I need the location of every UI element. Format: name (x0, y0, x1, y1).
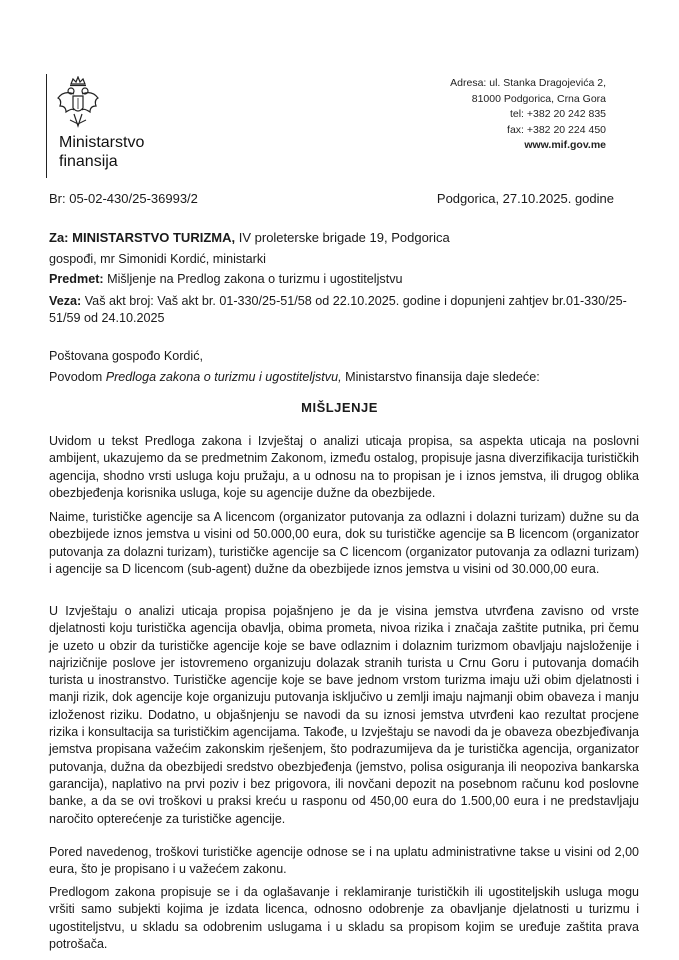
za-name: MINISTARSTVO TURIZMA, (72, 230, 236, 245)
veza-label: Veza: (49, 294, 82, 308)
reference-number: Br: 05-02-430/25-36993/2 (49, 191, 198, 206)
intro-italic: Predloga zakona o turizmu i ugostiteljstvu, (105, 370, 342, 384)
address-fax: fax: +382 20 224 450 (507, 123, 606, 136)
intro-after: Ministarstvo finansija daje sledeće: (341, 370, 540, 384)
za-address: IV proleterske brigade 19, Podgorica (238, 230, 450, 245)
paragraph-5: Predlogom zakona propisuje se i da oglašavanje i reklamiranje turističkih ili ugostiteljskih usluga mogu vršiti samo subjekti kojima je izdata licenca, odnosno odobrenje za obavljanje djelatnosti u turizmu i ugostiteljstvu, u skladu sa odobrenim uslugama i u skladu sa propisom kojim se uređuje zaštita prava potrošača. (49, 885, 639, 951)
ministry-name (59, 133, 144, 171)
veza-line-1: Vaš akt broj: Vaš akt br. 01-330/25-51/58 od 22.10.2025. godine i dopunjeni zahtjev br.01-330/25- (84, 294, 627, 308)
address-website: www.mif.gov.me (524, 139, 606, 151)
intro-before: Povodom (49, 370, 106, 384)
za-label: Za: (49, 230, 69, 245)
veza-line-2: 51/59 od 24.10.2025 (49, 311, 165, 325)
ministry-line-1: Ministarstvo (59, 134, 145, 151)
address-street: Adresa: ul. Stanka Dragojevića 2, (450, 77, 606, 89)
address-city: 81000 Podgorica, Crna Gora (471, 92, 606, 105)
header-divider (46, 74, 47, 178)
greeting: Poštovana gospođo Kordić, (49, 349, 204, 363)
recipient (49, 229, 639, 246)
intro (49, 369, 639, 386)
paragraph-4: Pored navedenog, troškovi turističke agencije odnose se i na uplatu administrativne takse u visini od 2,00 eura, što je propisano i u važećem zakonu. (49, 845, 639, 877)
veza (49, 293, 639, 327)
reference-line (49, 191, 614, 206)
address-phone: tel: +382 20 242 835 (509, 108, 606, 120)
paragraph-3: U Izvještaju o analizi uticaja propisa pojašnjeno je da je visina jemstva utvrđena zavisno od vrste djelatnosti koju turistička agencija obavlja, obima prometa, nivoa rizika i značaja zaštite putnika, pri čemu je uzeto u obzir da turističke agencije koje se bave odlaznim i dolaznim turizmom obavljaju najsloženije i najrizičnije poslove jer istovremeno organizuju dolazak stranih turista u Crnu Goru i putovanja domaćih turista u inostranstvo. Turističke agencije koje se bave jednom vrstom turizma imaju uži obim djelatnosti i manji rizik, dok agencije koje organizuju putovanja isključivo u zemlji imaju najmanji obim obaveza i manju izloženost riziku. Dodatno, u objašnjenju se navodi da su iznosi jemstva utvrđeni kao rezultat procjene rizika i konsultacija sa turističkim agencijama. Takođe, u Izvještaju se navodi da je obaveza obezbjeđivanja jemstva propisana važećim zakonskim rješenjem, što podrazumijeva da je turistička agencija, organizator putovanja, dužna da obezbijedi sredstvo obezbjeđenja (jemstvo, polisa osiguranja ili neopoziva bankarska garancija), naplativo na prvi poziv i bez prigovora, ili novčani depozit na posebnom računu kod poslovne banke, a da se ovi troškovi u praksi kreću u rasponu od 450,00 eura do 1.500,00 eura i ne predstavljaju naročito opterećenje za turističke agencije. (49, 604, 639, 826)
page-title: MIŠLJENJE (301, 400, 378, 415)
subject (49, 271, 639, 288)
coat-of-arms-icon (56, 76, 100, 130)
ministry-address (450, 76, 606, 154)
subject-label: Predmet: (49, 272, 104, 286)
paragraph-1: Uvidom u tekst Predloga zakona i Izvještaj o analizi uticaja propisa, sa aspekta uticaja na poslovni ambijent, ukazujemo da se predmetnim Zakonom, između ostalog, propisuje jasna diverzifikacija turističkih agencija, shodno vrsti usluga koju pružaju, a u odnosu na to propisan je i iznos jemstva, ili drugog oblika obezbjeđenja korisnika usluga, koje su agencije dužne da obezbijede. (49, 434, 639, 500)
place-date: Podgorica, 27.10.2025. godine (436, 191, 614, 206)
paragraph-2: Naime, turističke agencije sa A licencom (organizator putovanja za odlazni i dolazni turizam) dužne su da obezbijede iznos jemstva u visini od 50.000,00 eura, dok su turističke agencije sa B licencom (organizator putovanja za dolazni turizam), turističke agencije sa C licencom (organizator putovanja za odlazni turizam) i agencije sa D licencom (sub-agent) dužne da obezbijede iznos jemstva u visini od 30.000,00 eura. (49, 510, 639, 576)
subject-text: Mišljenje na Predlog zakona o turizmu i ugostiteljstvu (107, 272, 403, 286)
recipient-person: gospođi, mr Simonidi Kordić, ministarki (49, 252, 266, 266)
ministry-line-2: finansija (59, 153, 118, 170)
